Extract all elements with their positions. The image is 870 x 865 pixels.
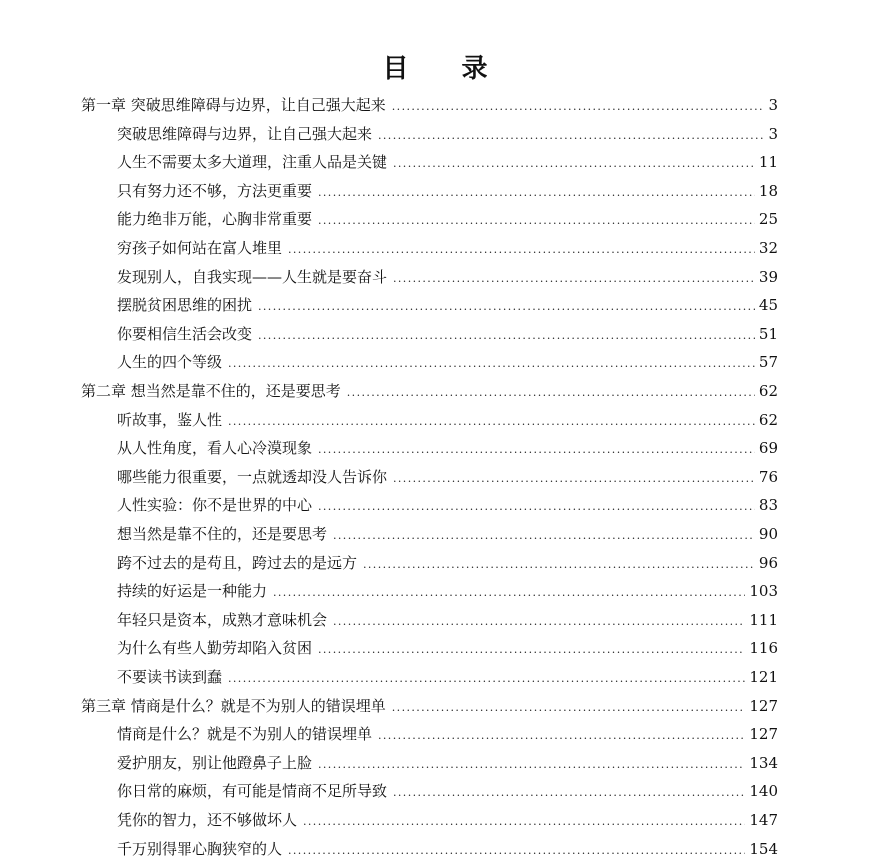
toc-entry-label: 为什么有些人勤劳却陷入贫困 [117, 639, 313, 658]
toc-entry-label: 爱护朋友，别让他蹬鼻子上脸 [117, 753, 313, 772]
toc-page-number: 18 [758, 181, 778, 200]
toc-dot-leader [393, 465, 755, 493]
toc-section-entry[interactable] [117, 263, 778, 291]
toc-dot-leader [288, 236, 755, 264]
toc-page-number: 127 [749, 725, 778, 744]
page-title: 目 录 [382, 54, 510, 84]
toc-section-entry[interactable] [117, 491, 778, 519]
toc-section-entry[interactable] [117, 406, 778, 434]
toc-section-entry[interactable] [117, 205, 778, 233]
toc-page-number: 116 [749, 639, 778, 658]
toc-section-entry[interactable] [117, 663, 778, 691]
toc-section-entry[interactable] [117, 806, 778, 834]
toc-page-number: 83 [758, 496, 778, 515]
toc-page-number: 127 [749, 696, 778, 715]
toc-page-number: 134 [749, 753, 778, 772]
toc-dot-leader [333, 608, 745, 636]
toc-entry-label: 你日常的麻烦，有可能是情商不足所导致 [117, 782, 388, 801]
toc-dot-leader [303, 808, 745, 836]
toc-dot-leader [333, 522, 755, 550]
toc-entry-label: 哪些能力很重要，一点就透却没人告诉你 [117, 467, 388, 486]
toc-dot-leader [318, 493, 755, 521]
toc-page-number: 57 [758, 353, 778, 372]
toc-dot-leader [363, 551, 755, 579]
toc-page-number: 32 [758, 239, 778, 257]
toc-page-number: 121 [749, 668, 778, 686]
toc-dot-leader [378, 122, 764, 150]
toc-page-number: 76 [758, 467, 778, 486]
toc-entry-label: 摆脱贫困思维的困扰 [117, 296, 253, 315]
toc-dot-leader [273, 579, 745, 607]
toc-entry-label: 千万别得罪心胸狭窄的人 [117, 839, 283, 858]
toc-entry-label: 第一章 突破思维障碍与边界，让自己强大起来 [81, 96, 386, 114]
toc-dot-leader [318, 436, 755, 464]
toc-section-entry[interactable] [117, 177, 778, 205]
toc-section-entry[interactable] [117, 720, 778, 748]
toc-entry-label: 第三章 情商是什么？就是不为别人的错误埋单 [81, 696, 386, 715]
toc-page-number: 62 [758, 410, 778, 429]
toc-entry-label: 发现别人，自我实现——人生就是要奋斗 [117, 267, 388, 286]
toc-entry-label: 只有努力还不够，方法更重要 [117, 181, 313, 200]
toc-dot-leader [393, 265, 755, 293]
toc-page-number: 140 [749, 782, 778, 801]
toc-page-number: 154 [749, 839, 778, 858]
toc-page-number: 96 [758, 553, 778, 572]
toc-dot-leader [228, 408, 755, 436]
toc-page-number: 25 [758, 210, 778, 229]
toc-dot-leader [393, 150, 755, 178]
toc-dot-leader [228, 350, 755, 378]
toc-section-entry[interactable] [117, 120, 778, 148]
toc-chapter-entry[interactable] [81, 692, 778, 720]
toc-entry-label: 跨不过去的是苟且，跨过去的是远方 [117, 553, 358, 572]
toc-section-entry[interactable] [117, 777, 778, 805]
toc-dot-leader [258, 293, 755, 321]
toc-page-number: 51 [758, 324, 778, 343]
toc-page-number: 111 [749, 610, 778, 629]
toc-entry-label: 听故事，鉴人性 [117, 410, 223, 429]
toc-section-entry[interactable] [117, 606, 778, 634]
toc-entry-label: 想当然是靠不住的，还是要思考 [117, 525, 328, 543]
toc-section-entry[interactable] [117, 148, 778, 176]
toc-section-entry[interactable] [117, 749, 778, 777]
toc-entry-label: 从人性角度，看人心冷漠现象 [117, 439, 313, 458]
toc-dot-leader [228, 665, 745, 693]
toc-dot-leader [392, 694, 746, 722]
toc-entry-label: 年轻只是资本，成熟才意味机会 [117, 610, 328, 629]
toc-dot-leader [318, 179, 755, 207]
toc-entry-label: 你要相信生活会改变 [117, 324, 253, 343]
toc-dot-leader [392, 93, 764, 121]
toc-chapter-entry[interactable] [81, 91, 778, 119]
toc-dot-leader [318, 207, 755, 235]
toc-section-entry[interactable] [117, 577, 778, 605]
toc-dot-leader [347, 379, 755, 407]
toc-page-number: 69 [758, 439, 778, 458]
toc-section-entry[interactable] [117, 520, 778, 548]
toc-entry-label: 情商是什么？就是不为别人的错误埋单 [117, 725, 373, 744]
toc-entry-label: 能力绝非万能，心胸非常重要 [117, 210, 313, 229]
toc-section-entry[interactable] [117, 291, 778, 319]
toc-entry-label: 持续的好运是一种能力 [117, 582, 268, 601]
toc-page-number: 147 [749, 811, 778, 829]
toc-dot-leader [318, 636, 745, 664]
toc-section-entry[interactable] [117, 549, 778, 577]
toc-entry-label: 人生的四个等级 [117, 353, 223, 372]
toc-entry-label: 穷孩子如何站在富人堆里 [117, 239, 283, 257]
toc-entry-label: 人性实验：你不是世界的中心 [117, 496, 313, 515]
toc-entry-label: 不要读书读到蠢 [117, 668, 223, 686]
toc-section-entry[interactable] [117, 434, 778, 462]
toc-section-entry[interactable] [117, 463, 778, 491]
toc-dot-leader [378, 722, 745, 750]
toc-entry-label: 人生不需要太多大道理，注重人品是关键 [117, 153, 388, 172]
toc-entry-label: 凭你的智力，还不够做坏人 [117, 811, 298, 829]
toc-section-entry[interactable] [117, 320, 778, 348]
toc-page-number: 90 [758, 525, 778, 543]
toc-entry-label: 第二章 想当然是靠不住的，还是要思考 [81, 382, 341, 400]
toc-section-entry[interactable] [117, 348, 778, 376]
toc-section-entry[interactable] [117, 634, 778, 662]
toc-dot-leader [318, 751, 745, 779]
toc-page-number: 11 [758, 153, 778, 172]
toc-chapter-entry[interactable] [81, 377, 778, 405]
toc-dot-leader [393, 779, 745, 807]
toc-page-number: 103 [749, 582, 778, 601]
toc-page-number: 3 [768, 124, 778, 143]
toc-entry-label: 突破思维障碍与边界，让自己强大起来 [117, 124, 373, 143]
toc-dot-leader [288, 837, 745, 865]
toc-page-number: 39 [758, 267, 778, 286]
toc-page-number: 45 [758, 296, 778, 315]
toc-dot-leader [258, 322, 755, 350]
toc-section-entry[interactable] [117, 835, 778, 863]
toc-section-entry[interactable] [117, 234, 778, 262]
toc-page-number: 62 [758, 382, 778, 400]
toc-page-number: 3 [768, 96, 778, 114]
